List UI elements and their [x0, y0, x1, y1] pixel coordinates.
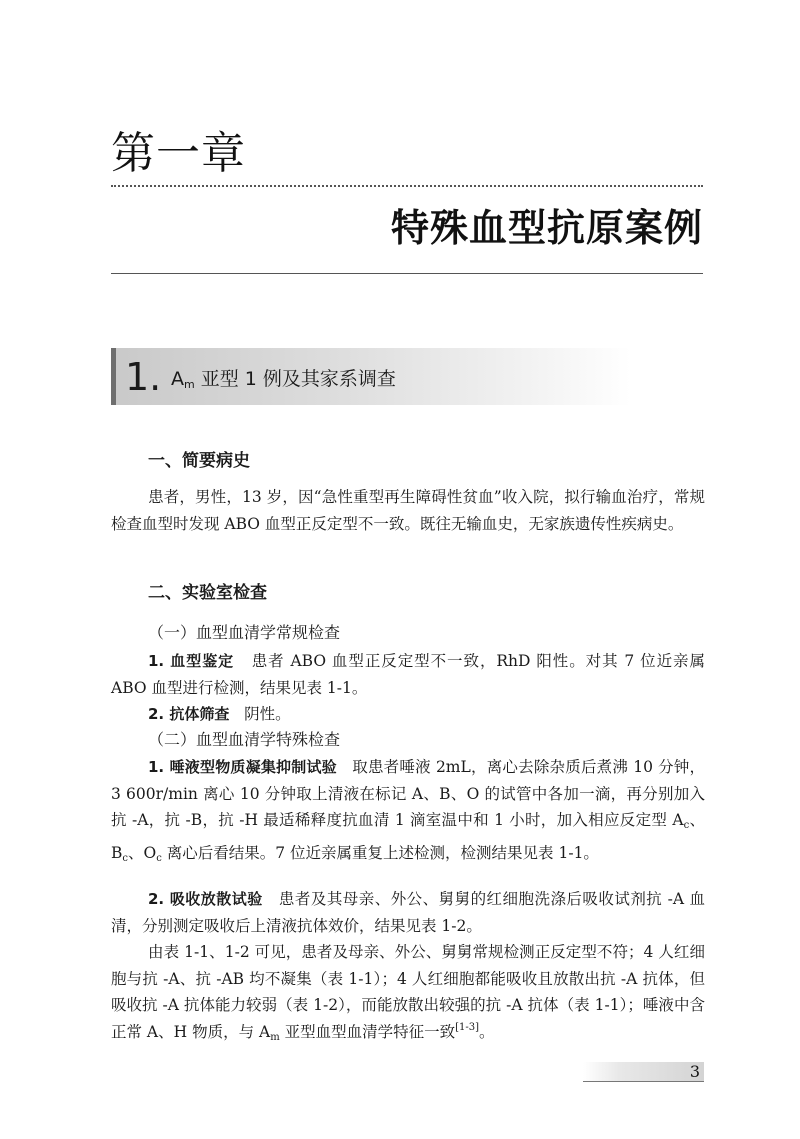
dotted-divider — [111, 185, 703, 187]
section-title: $A_m$ 亚型 1 例及其家系调查 — [171, 368, 396, 391]
chapter-title: 特殊血型抗原案例 — [390, 206, 703, 250]
routine-item-blood-typing: 1. 血型鉴定 患者 ABO 血型正反定型不一致，RhD 阳性。对其 7 位近亲属 ABO 血型进行检测，结果见表 1-1。 — [111, 652, 706, 697]
heading-lab: 二、实验室检查 — [148, 583, 267, 603]
page-number-box — [583, 1062, 704, 1081]
history-paragraph: 患者，男性，13 岁，因“急性重型再生障碍性贫血”收入院，拟行输血治疗，常规检查血型时发现 ABO 血型正反定型不一致。既往无输血史，无家族遗传性疾病史。 — [111, 488, 705, 533]
heading-special: （二）血型血清学特殊检查 — [148, 730, 341, 749]
solid-divider — [111, 273, 703, 274]
page-number-rule — [583, 1081, 704, 1082]
section-banner-accent — [111, 348, 116, 405]
routine-item-antibody-screen: 2. 抗体筛查 阴性。 — [148, 705, 291, 723]
chapter-label: 第一章 — [111, 128, 246, 179]
special-item-saliva-test: 1. 唾液型物质凝集抑制试验 取患者唾液 2mL，离心去除杂质后煮沸 10 分钟，3 600r/min 离心 10 分钟取上清液在标记 A、B、O 的试管中各加一滴，再分别加入抗 -A，抗 -B，抗 -H 最适稀释度抗血清 1 滴室温中和 1 小时，加入相应反定型 $A_c$、$B_c$、$O_c$ 离心后看结果。7 位近亲属重复上述检测，检测结果见表 1-1。 — [111, 758, 705, 864]
summary-paragraph: 由表 1-1、1-2 可见，患者及母亲、外公、舅舅常规检测正反定型不符；4 人红细胞与抗 -A、抗 -AB 均不凝集（表 1-1）；4 人红细胞都能吸收且放散出抗 -A 抗体，但吸收抗 -A 抗体能力较弱（表 1-2），而能放散出较强的抗 -A 抗体（表 1-1）；唾液中含正常 A、H 物质，与 $A_m$ 亚型血型血清学特征一致[1-3]。 — [111, 943, 705, 1043]
citation: [1-3] — [455, 1021, 480, 1033]
section-banner — [111, 348, 631, 405]
heading-history: 一、简要病史 — [148, 451, 250, 471]
heading-routine: （一）血型血清学常规检查 — [148, 623, 341, 642]
special-item-absorption-elution: 2. 吸收放散试验 患者及其母亲、外公、舅舅的红细胞洗涤后吸收试剂抗 -A 血清，分别测定吸收后上清液抗体效价，结果见表 1-2。 — [111, 890, 706, 935]
page-number: 3 — [689, 1062, 700, 1081]
section-number: 1. — [125, 355, 162, 399]
